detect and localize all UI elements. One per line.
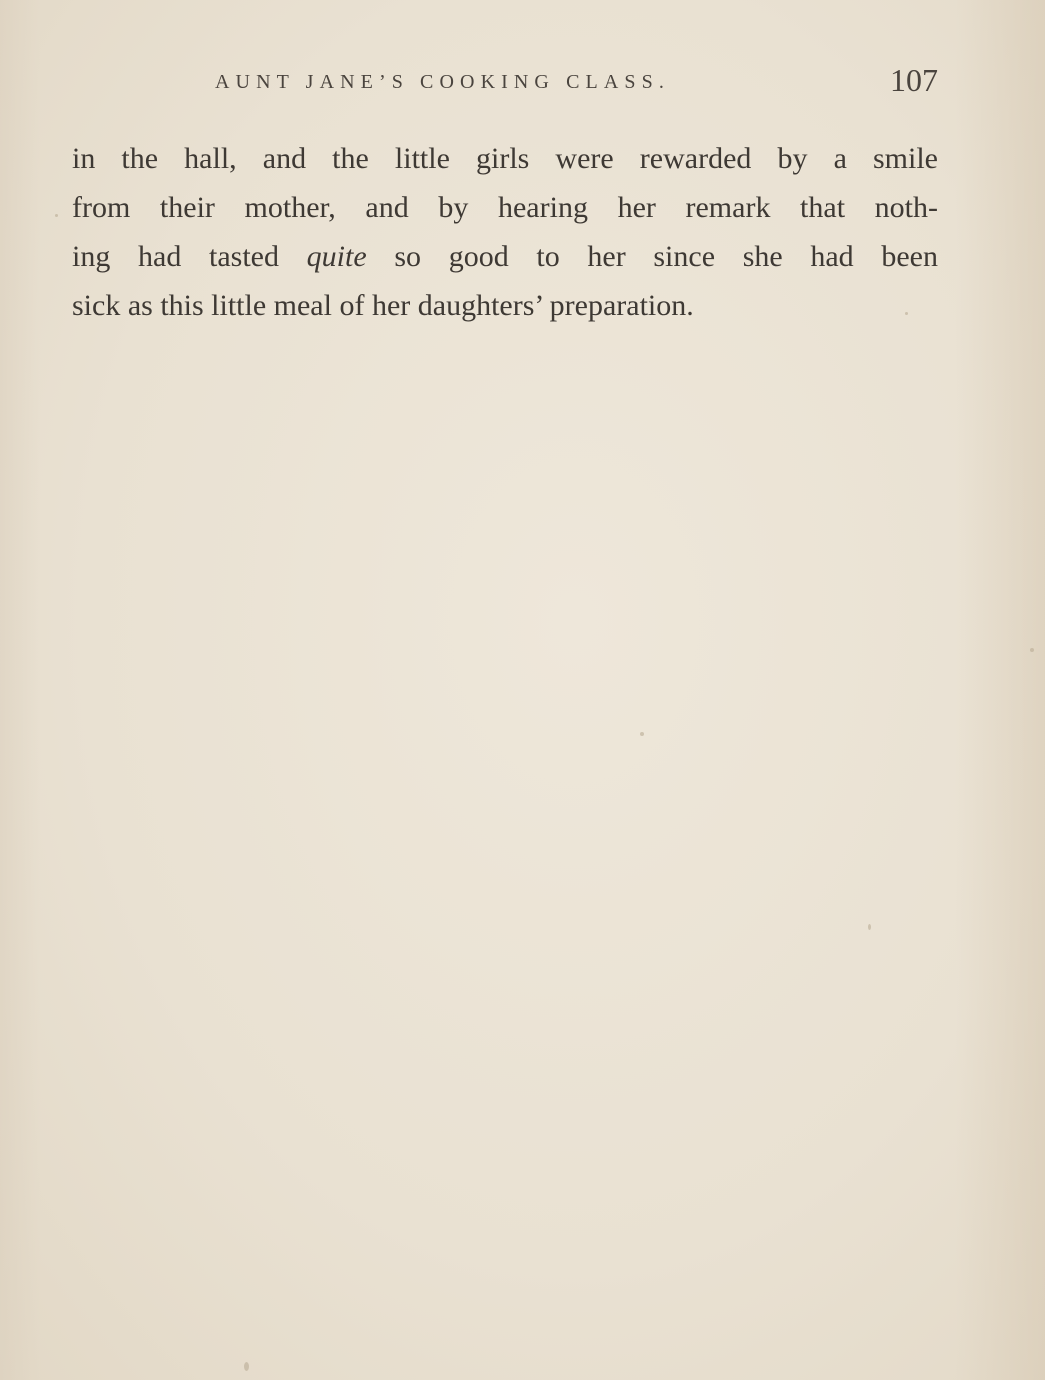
text-line: in the hall, and the little girls were rewarded by a smile <box>72 142 938 175</box>
text-line: from their mother, and by hearing her remark that noth- <box>72 191 938 224</box>
italic-word: quite <box>306 240 367 273</box>
gutter-shade <box>0 0 40 1380</box>
running-title: AUNT JANE’S COOKING CLASS. <box>215 71 670 93</box>
page-number: 107 <box>890 62 938 98</box>
paper-speck <box>1030 648 1034 652</box>
paper-speck <box>244 1362 249 1371</box>
page-edge-shade <box>955 0 1045 1380</box>
text-span: so good to her since she had been <box>366 240 938 273</box>
text-line: sick as this little meal of her daughters’ preparation. <box>72 289 694 322</box>
paper-speck <box>868 924 871 930</box>
text-span: ing had tasted <box>72 240 307 273</box>
paper-speck <box>55 214 58 217</box>
text-line <box>72 232 938 281</box>
paper-speck <box>640 732 644 736</box>
body-paragraph <box>72 134 938 330</box>
paper-speck <box>905 312 908 315</box>
